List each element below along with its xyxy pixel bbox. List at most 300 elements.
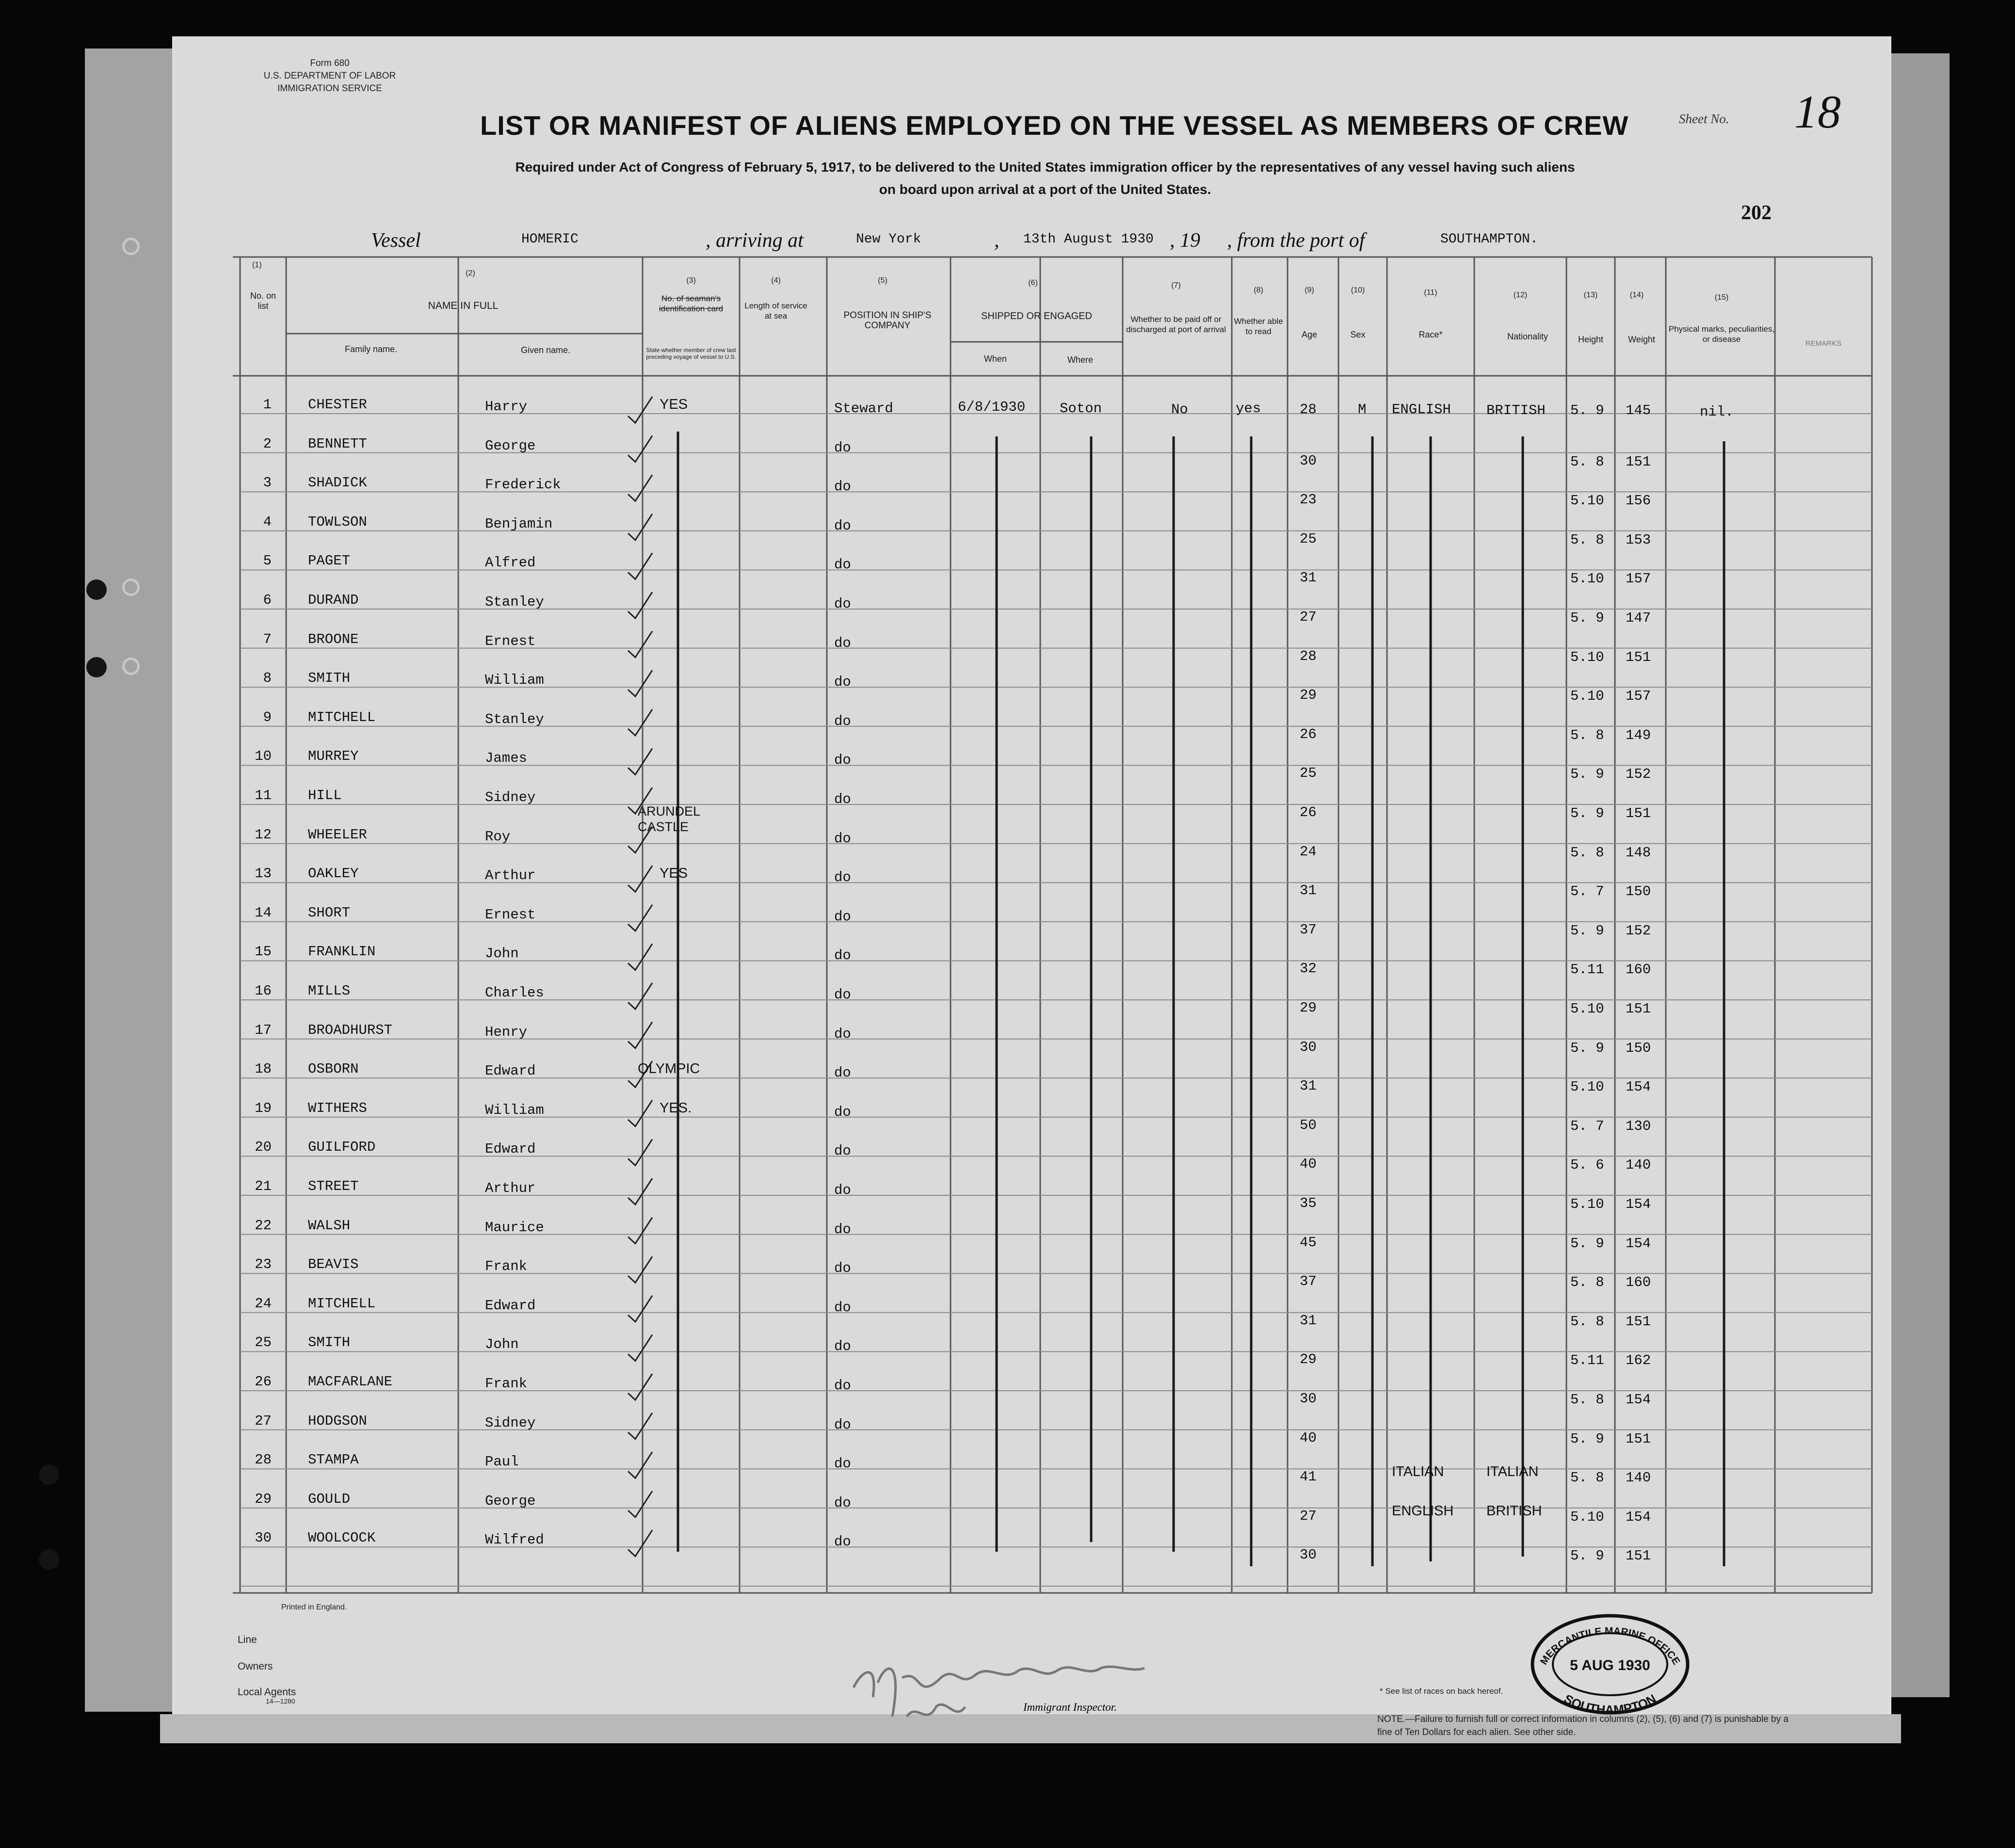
height: 5. 8 — [1570, 727, 1604, 743]
row-number: 29 — [255, 1491, 272, 1507]
family-name: OAKLEY — [308, 866, 359, 882]
col-number: (12) — [1513, 291, 1528, 299]
position: do — [834, 752, 851, 769]
seaman-card-note: ARUNDEL CASTLE — [638, 803, 700, 834]
check-mark — [628, 514, 652, 540]
position: do — [834, 1260, 851, 1277]
given-name: Sidney — [485, 1414, 536, 1431]
position: do — [834, 791, 851, 807]
col-number: (6) — [1028, 279, 1038, 287]
given-name: George — [485, 437, 536, 454]
check-mark — [628, 553, 652, 579]
position: do — [834, 1494, 851, 1511]
weight: 154 — [1626, 1196, 1651, 1212]
height: 5. 9 — [1570, 766, 1604, 783]
height: 5. 6 — [1570, 1157, 1604, 1173]
given-name: Maurice — [485, 1219, 544, 1236]
given-name: Wilfred — [485, 1532, 544, 1548]
family-name: OSBORN — [308, 1061, 359, 1077]
check-mark — [628, 1218, 652, 1244]
weight: 151 — [1626, 453, 1651, 470]
check-mark — [628, 1256, 652, 1283]
given-name: Paul — [485, 1454, 519, 1470]
position: do — [834, 1026, 851, 1042]
family-name: FRANKLIN — [308, 944, 376, 960]
height: 5. 9 — [1570, 402, 1604, 418]
header-shipped-engaged: SHIPPED OR ENGAGED — [981, 311, 1092, 321]
col-number: (15) — [1714, 293, 1729, 302]
row-number: 9 — [263, 709, 272, 725]
header-identification-card: No. of seaman's identification card — [659, 294, 724, 313]
height: 5. 9 — [1570, 1430, 1604, 1447]
check-mark — [628, 1413, 652, 1439]
header-where: Where — [1067, 355, 1093, 365]
check-mark — [628, 1139, 652, 1165]
row-number: 22 — [255, 1217, 272, 1234]
header-paid-off: Whether to be paid off or discharged at port of arrival — [1126, 315, 1226, 334]
row-number: 14 — [255, 904, 272, 921]
family-name: HODGSON — [308, 1413, 367, 1429]
race: ITALIAN — [1392, 1464, 1444, 1480]
arriving-label: , arriving at — [706, 229, 804, 252]
col-number: (13) — [1583, 291, 1598, 299]
row-number: 8 — [263, 670, 272, 687]
check-mark — [628, 1452, 652, 1478]
seaman-card-note: OLYMPIC — [638, 1061, 700, 1077]
row-number: 15 — [255, 944, 272, 960]
age: 31 — [1300, 570, 1317, 586]
check-mark — [628, 397, 652, 423]
position: do — [834, 869, 851, 886]
age: 32 — [1300, 961, 1317, 977]
header-age: Age — [1301, 330, 1318, 339]
svg-text:MERCANTILE MARINE OFFICE: MERCANTILE MARINE OFFICE — [1538, 1625, 1682, 1667]
family-name: SMITH — [308, 670, 351, 687]
nationality: BRITISH — [1486, 402, 1546, 418]
weight: 152 — [1626, 922, 1651, 939]
position: do — [834, 1534, 851, 1550]
family-name: PAGET — [308, 553, 351, 569]
page-number: 202 — [1741, 202, 1772, 224]
position: do — [834, 948, 851, 964]
subtitle-line: on board upon arrival at a port of the United States. — [879, 182, 1211, 197]
nationality: BRITISH — [1486, 1503, 1542, 1519]
shipped-where: Soton — [1060, 401, 1102, 417]
position: do — [834, 439, 851, 456]
position: do — [834, 1299, 851, 1316]
check-mark — [628, 983, 652, 1009]
header-race: Race* — [1419, 330, 1443, 339]
family-name: SHORT — [308, 904, 351, 921]
height: 5. 8 — [1570, 453, 1604, 470]
mercantile-marine-office-stamp — [1528, 1610, 1693, 1717]
row-number: 26 — [255, 1374, 272, 1390]
header-previous-voyage: State whether member of crew last preceding voyage of vessel to U.S. — [646, 347, 736, 360]
row-number: 30 — [255, 1530, 272, 1546]
position: do — [834, 908, 851, 925]
weight: 151 — [1626, 1548, 1651, 1564]
header-position: POSITION IN SHIP'S COMPANY — [843, 310, 932, 331]
arrival-port: New York — [856, 232, 921, 247]
local-agents-label: Local Agents — [238, 1687, 296, 1698]
check-mark — [628, 1530, 652, 1556]
weight: 156 — [1626, 493, 1651, 509]
weight: 151 — [1626, 805, 1651, 821]
weight: 154 — [1626, 1392, 1651, 1408]
given-name: Frank — [485, 1258, 528, 1275]
height: 5. 9 — [1570, 1548, 1604, 1564]
height: 5. 8 — [1570, 1392, 1604, 1408]
position: do — [834, 1378, 851, 1394]
position: do — [834, 1182, 851, 1198]
height: 5.10 — [1570, 649, 1604, 665]
weight: 145 — [1626, 402, 1651, 418]
position: do — [834, 1338, 851, 1355]
age: 27 — [1300, 609, 1317, 625]
family-name: BROADHURST — [308, 1022, 393, 1038]
given-name: Arthur — [485, 1180, 536, 1196]
family-name: TOWLSON — [308, 514, 367, 530]
paid-off: No — [1171, 402, 1188, 418]
position: do — [834, 1143, 851, 1159]
header-no-on-list: No. on list — [250, 291, 276, 311]
age: 24 — [1300, 843, 1317, 860]
header-family-name: Family name. — [344, 344, 398, 354]
weight: 130 — [1626, 1118, 1651, 1134]
weight: 150 — [1626, 1040, 1651, 1056]
row-number: 10 — [255, 748, 272, 765]
weight: 154 — [1626, 1509, 1651, 1525]
service: IMMIGRATION SERVICE — [277, 83, 382, 94]
check-mark — [628, 1296, 652, 1322]
header-remarks: REMARKS — [1805, 339, 1842, 348]
height: 5.10 — [1570, 1079, 1604, 1095]
age: 25 — [1300, 530, 1317, 547]
given-name: Arthur — [485, 868, 536, 884]
age: 37 — [1300, 921, 1317, 938]
physical-marks: nil. — [1700, 404, 1734, 420]
given-name: Henry — [485, 1024, 528, 1040]
height: 5.10 — [1570, 1196, 1604, 1212]
age: 37 — [1300, 1273, 1317, 1290]
sex: M — [1358, 402, 1367, 418]
given-name: Ernest — [485, 906, 536, 923]
check-mark — [628, 709, 652, 736]
weight: 154 — [1626, 1235, 1651, 1252]
header-when: When — [983, 354, 1007, 364]
height: 5. 7 — [1570, 1118, 1604, 1134]
header-length-of-service: Length of service at sea — [744, 301, 807, 321]
row-number: 3 — [263, 475, 272, 491]
sheet-number-label: Sheet No. — [1679, 112, 1729, 126]
age: 28 — [1300, 648, 1317, 664]
height: 5.10 — [1570, 688, 1604, 705]
weight: 140 — [1626, 1470, 1651, 1486]
weight: 157 — [1626, 688, 1651, 705]
row-number: 24 — [255, 1295, 272, 1312]
check-mark — [628, 1374, 652, 1400]
row-number: 11 — [255, 787, 272, 803]
family-name: WHEELER — [308, 826, 367, 843]
family-name: WITHERS — [308, 1100, 367, 1116]
height: 5. 8 — [1570, 531, 1604, 548]
weight: 151 — [1626, 649, 1651, 665]
age: 23 — [1300, 492, 1317, 508]
col-number: (11) — [1424, 289, 1437, 297]
height: 5.11 — [1570, 1352, 1604, 1369]
row-number: 25 — [255, 1334, 272, 1351]
position: do — [834, 1221, 851, 1237]
given-name: Edward — [485, 1141, 536, 1157]
age: 45 — [1300, 1234, 1317, 1251]
family-name: HILL — [308, 787, 342, 803]
weight: 153 — [1626, 531, 1651, 548]
given-name: Harry — [485, 399, 528, 415]
family-name: MITCHELL — [308, 709, 376, 725]
family-name: CHESTER — [308, 397, 367, 413]
svg-text:5 AUG 1930: 5 AUG 1930 — [1570, 1657, 1650, 1673]
given-name: Charles — [485, 985, 544, 1001]
col-number: (7) — [1171, 281, 1181, 289]
age: 28 — [1300, 402, 1317, 418]
weight: 160 — [1626, 962, 1651, 978]
position: do — [834, 517, 851, 534]
row-number: 16 — [255, 983, 272, 999]
weight: 160 — [1626, 1274, 1651, 1291]
given-name: John — [485, 946, 519, 962]
check-mark — [628, 1100, 652, 1126]
row-number: 5 — [263, 553, 272, 569]
age: 27 — [1300, 1508, 1317, 1524]
age: 25 — [1300, 765, 1317, 782]
family-name: DURAND — [308, 592, 359, 608]
year-label: , 19 — [1170, 229, 1200, 252]
check-mark — [628, 748, 652, 774]
header-sex: Sex — [1350, 330, 1366, 339]
weight: 151 — [1626, 1313, 1651, 1330]
given-name: Frederick — [485, 477, 561, 493]
svg-text:SOUTHAMPTON: SOUTHAMPTON — [1561, 1691, 1659, 1717]
check-mark — [628, 905, 652, 931]
header-able-to-read: Whether able to read — [1234, 317, 1283, 336]
footnote: * See list of races on back hereof. — [1380, 1687, 1503, 1696]
date-separator: , — [994, 229, 999, 252]
age: 40 — [1300, 1156, 1317, 1173]
check-mark — [628, 670, 652, 696]
height: 5. 9 — [1570, 1235, 1604, 1252]
position: do — [834, 596, 851, 612]
row-number: 21 — [255, 1178, 272, 1194]
header-name-in-full: NAME IN FULL — [428, 300, 499, 311]
col-number: (9) — [1305, 286, 1314, 294]
penalty-note: NOTE.—Failure to furnish full or correct information in columns (2), (5), (6) and (7) is punishable by a fine of Ten Dollars for each alien. See other side. — [1377, 1714, 1789, 1737]
header-height: Height — [1578, 335, 1604, 344]
given-name: Benjamin — [485, 515, 553, 532]
weight: 148 — [1626, 844, 1651, 861]
check-mark — [628, 592, 652, 618]
row-number: 6 — [263, 592, 272, 608]
col-number: (8) — [1254, 286, 1263, 294]
age: 41 — [1300, 1469, 1317, 1485]
col-number: (3) — [686, 276, 696, 285]
given-name: Frank — [485, 1376, 528, 1392]
check-mark — [628, 1491, 652, 1517]
given-name: Alfred — [485, 555, 536, 571]
height: 5. 9 — [1570, 922, 1604, 939]
weight: 151 — [1626, 1001, 1651, 1017]
given-name: Roy — [485, 828, 511, 845]
position: do — [834, 987, 851, 1003]
weight: 150 — [1626, 884, 1651, 900]
nationality: ITALIAN — [1486, 1464, 1539, 1480]
position: do — [834, 1104, 851, 1120]
header-weight: Weight — [1628, 335, 1655, 344]
age: 30 — [1300, 1391, 1317, 1407]
given-name: Ernest — [485, 633, 536, 649]
age: 26 — [1300, 726, 1317, 742]
row-number: 12 — [255, 826, 272, 843]
weight: 152 — [1626, 766, 1651, 783]
line-label: Line — [238, 1634, 257, 1645]
family-name: GOULD — [308, 1491, 351, 1507]
position: Steward — [834, 401, 893, 417]
age: 31 — [1300, 883, 1317, 899]
age: 30 — [1300, 452, 1317, 469]
height: 5.10 — [1570, 1001, 1604, 1017]
age: 40 — [1300, 1430, 1317, 1446]
col-number: (2) — [466, 269, 475, 277]
height: 5. 8 — [1570, 844, 1604, 861]
subtitle-line: Required under Act of Congress of February 5, 1917, to be delivered to the United States immigration officer by the representatives of any vessel having such aliens — [515, 160, 1575, 175]
family-name: WOOLCOCK — [308, 1530, 376, 1546]
age: 30 — [1300, 1547, 1317, 1563]
family-name: MILLS — [308, 983, 351, 999]
able-to-read: yes — [1236, 401, 1261, 417]
row-number: 2 — [263, 435, 272, 452]
header-nationality: Nationality — [1507, 332, 1548, 341]
height: 5.10 — [1570, 571, 1604, 587]
family-name: BENNETT — [308, 435, 367, 452]
family-name: SHADICK — [308, 475, 367, 491]
shipped-when: 6/8/1930 — [958, 399, 1026, 415]
given-name: Edward — [485, 1063, 536, 1079]
weight: 162 — [1626, 1352, 1651, 1369]
row-number: 7 — [263, 631, 272, 647]
check-mark — [628, 1334, 652, 1361]
row-number: 4 — [263, 514, 272, 530]
age: 29 — [1300, 1351, 1317, 1368]
family-name: GUILFORD — [308, 1139, 376, 1156]
given-name: John — [485, 1336, 519, 1353]
row-number: 13 — [255, 866, 272, 882]
row-number: 20 — [255, 1139, 272, 1156]
from-port-label: , from the port of — [1227, 229, 1365, 252]
header-given-name: Given name. — [520, 345, 571, 355]
row-number: 28 — [255, 1452, 272, 1468]
position: do — [834, 557, 851, 573]
department: U.S. DEPARTMENT OF LABOR — [263, 71, 396, 81]
age: 30 — [1300, 1039, 1317, 1055]
given-name: William — [485, 1102, 544, 1118]
row-number: 17 — [255, 1022, 272, 1038]
height: 5. 8 — [1570, 1274, 1604, 1291]
weight: 149 — [1626, 727, 1651, 743]
position: do — [834, 1456, 851, 1472]
printed-in: Printed in England. — [281, 1603, 347, 1611]
weight: 157 — [1626, 571, 1651, 587]
given-name: Sidney — [485, 789, 536, 805]
family-name: STREET — [308, 1178, 359, 1194]
height: 5.11 — [1570, 962, 1604, 978]
given-name: Stanley — [485, 594, 544, 610]
age: 31 — [1300, 1078, 1317, 1094]
position: do — [834, 635, 851, 651]
given-name: William — [485, 672, 544, 689]
given-name: James — [485, 750, 528, 767]
col-number: (4) — [771, 276, 781, 285]
weight: 151 — [1626, 1430, 1651, 1447]
family-name: MURREY — [308, 748, 359, 765]
age: 35 — [1300, 1195, 1317, 1211]
col-number: (5) — [878, 276, 887, 285]
seaman-card-note: YES — [660, 866, 688, 882]
check-mark — [628, 1178, 652, 1205]
height: 5. 8 — [1570, 1470, 1604, 1486]
document-title: LIST OR MANIFEST OF ALIENS EMPLOYED ON THE VESSEL AS MEMBERS OF CREW — [480, 110, 1629, 141]
weight: 154 — [1626, 1079, 1651, 1095]
family-name: BEAVIS — [308, 1256, 359, 1273]
col-number: (1) — [252, 261, 262, 269]
family-name: MACFARLANE — [308, 1374, 393, 1390]
seaman-card-note: YES — [660, 397, 688, 412]
age: 50 — [1300, 1117, 1317, 1133]
check-mark — [628, 866, 652, 892]
check-mark — [628, 1022, 652, 1048]
arrival-date: 13th August 1930 — [1023, 232, 1154, 247]
header-physical-marks: Physical marks, peculiarities, or disease — [1668, 324, 1775, 344]
given-name: Edward — [485, 1297, 536, 1314]
position: do — [834, 713, 851, 729]
weight: 140 — [1626, 1157, 1651, 1173]
age: 29 — [1300, 687, 1317, 704]
age: 26 — [1300, 804, 1317, 820]
check-mark — [628, 631, 652, 658]
check-mark — [628, 436, 652, 462]
position: do — [834, 1065, 851, 1081]
col-number: (10) — [1351, 286, 1365, 294]
position: do — [834, 479, 851, 495]
weight: 147 — [1626, 610, 1651, 626]
inspector-label: Immigrant Inspector. — [1023, 1701, 1117, 1713]
sheet-number: 18 — [1794, 86, 1841, 138]
row-number: 18 — [255, 1061, 272, 1077]
owners-label: Owners — [238, 1661, 273, 1672]
height: 5. 9 — [1570, 610, 1604, 626]
position: do — [834, 674, 851, 691]
check-mark — [628, 475, 652, 501]
position: do — [834, 1416, 851, 1433]
family-name: WALSH — [308, 1217, 351, 1234]
family-name: MITCHELL — [308, 1295, 376, 1312]
height: 5.10 — [1570, 1509, 1604, 1525]
given-name: George — [485, 1493, 536, 1509]
vessel-name: HOMERIC — [521, 232, 579, 247]
local-agents-code: 14—1280 — [266, 1697, 295, 1705]
race: ENGLISH — [1392, 402, 1451, 418]
col-number: (14) — [1629, 291, 1644, 299]
height: 5. 7 — [1570, 884, 1604, 900]
height: 5. 8 — [1570, 1313, 1604, 1330]
